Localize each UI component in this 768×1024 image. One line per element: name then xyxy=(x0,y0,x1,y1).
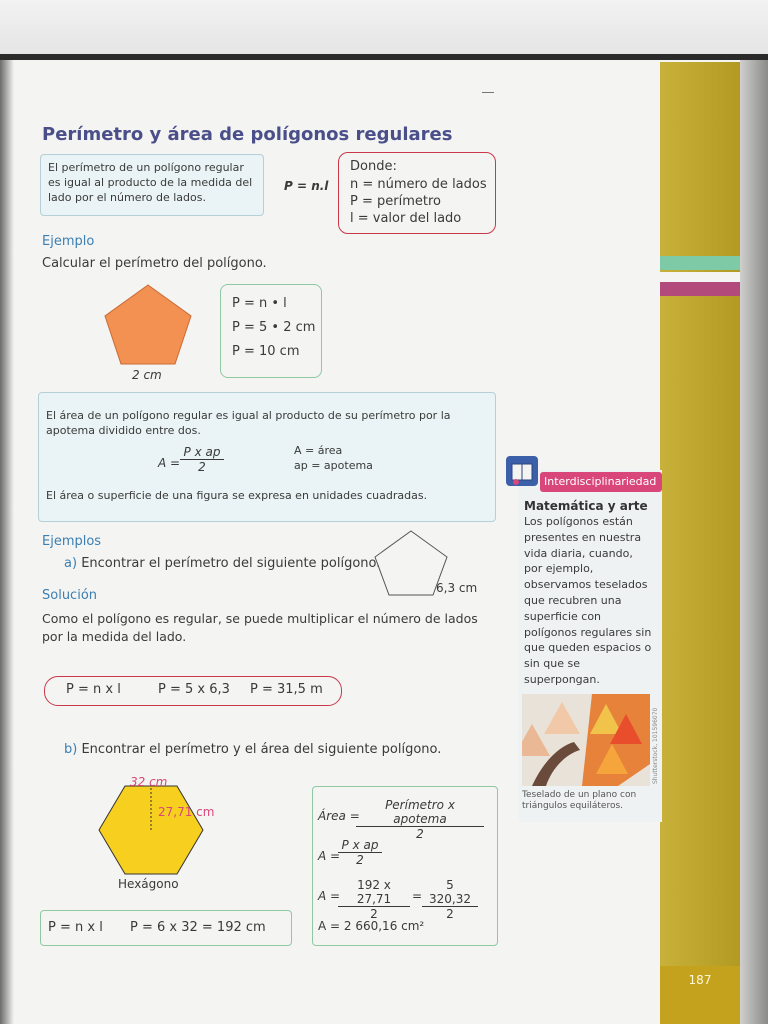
area-b-l2-num: P x ap xyxy=(338,838,382,853)
area-b-l3-den2: 2 xyxy=(446,907,454,921)
hexagon-label: Hexágono xyxy=(118,877,179,891)
step-3: P = 10 cm xyxy=(232,344,300,359)
perimeter-b-2: P = 6 x 32 = 192 cm xyxy=(130,920,266,935)
result-a-3: P = 31,5 m xyxy=(250,682,323,697)
perimeter-definition-text: El perímetro de un polígono regular es igual al producto de la medida del lado por el número de lados. xyxy=(48,161,253,204)
hexagon-side-label: 32 cm xyxy=(130,775,168,789)
example-prompt: Calcular el perímetro del polígono. xyxy=(42,256,267,271)
example-a xyxy=(64,556,380,572)
area-b-result: A = 2 660,16 cm² xyxy=(318,919,425,933)
area-b-l3-den: 2 xyxy=(370,907,378,921)
step-2: P = 5 • 2 cm xyxy=(232,320,316,335)
example-b-text: Encontrar el perímetro y el área del siguiente polígono. xyxy=(81,742,442,757)
area-formula-denominator: 2 xyxy=(198,460,206,474)
photo-caption: Teselado de un plano con triángulos equiláteros. xyxy=(522,790,637,811)
area-legend-a: A = área xyxy=(294,444,343,457)
area-b-l1-num: Perímetro x apotema xyxy=(356,798,484,827)
area-b-l1-lhs: Área = xyxy=(318,809,360,823)
interdisciplinary-badge: Interdisciplinariedad xyxy=(540,472,662,492)
sidebar-text: Los polígonos están presentes en nuestra vida diaria, cuando, por ejemplo, observamos teselados que recubren una superficie con polígonos regulares sin que queden espacios o sin que se superpongan. xyxy=(524,515,652,686)
result-a-1: P = n x l xyxy=(66,682,121,697)
orange-pentagon xyxy=(105,285,191,364)
area-formula-lhs: A = xyxy=(158,456,181,470)
area-legend-ap: ap = apotema xyxy=(294,459,373,472)
orange-pentagon-figure xyxy=(100,282,196,368)
area-b-l3-lhs: A = xyxy=(318,889,341,903)
area-b-l2-lhs: A = xyxy=(318,849,341,863)
book-icon-glyph xyxy=(506,456,538,486)
binding-shadow xyxy=(0,60,14,1024)
area-b-l1-fraction xyxy=(356,798,484,841)
solution-text: Como el polígono es regular, se puede multiplicar el número de lados por la medida del lado. xyxy=(42,611,478,644)
example-a-text: Encontrar el perímetro del siguiente polígono. xyxy=(81,556,381,571)
example-b-letter: b) xyxy=(64,742,78,757)
pentagon-side-6-3: 6,3 cm xyxy=(436,581,478,595)
page-number: 187 xyxy=(660,966,740,1024)
area-units-note: El área o superficie de una figura se expresa en unidades cuadradas. xyxy=(46,489,428,502)
green-stripe xyxy=(660,256,740,270)
dash-mark xyxy=(482,92,494,93)
area-b-l3-equals: = xyxy=(412,889,423,903)
legend-line-p: P = perímetro xyxy=(350,194,441,209)
page-title: Perímetro y área de polígonos regulares xyxy=(42,124,453,145)
sidebar-heading: Matemática y arte xyxy=(524,499,648,513)
magenta-stripe xyxy=(660,282,740,296)
area-formula-numerator: P x ap xyxy=(180,445,224,460)
tessellation-photo xyxy=(522,694,650,786)
legend-title: Donde: xyxy=(350,159,397,174)
top-band xyxy=(0,0,768,58)
hexagon-figure xyxy=(96,784,206,878)
legend-line-l: l = valor del lado xyxy=(350,211,462,226)
area-definition-text: El área de un polígono regular es igual al producto de su perímetro por la apotema dividido entre dos. xyxy=(46,409,451,437)
solution-heading: Solución xyxy=(42,588,98,603)
perimeter-formula: P = n.l xyxy=(284,179,329,193)
area-b-l3-fraction2 xyxy=(422,878,478,921)
gold-margin-strip xyxy=(660,62,740,1024)
example-a-letter: a) xyxy=(64,556,78,571)
pentagon-side-label: 2 cm xyxy=(132,368,162,382)
step-1: P = n • l xyxy=(232,296,287,311)
area-b-l3-fraction xyxy=(338,878,410,921)
book-icon xyxy=(506,456,538,486)
area-b-l3-num2: 5 320,32 xyxy=(422,878,478,907)
hexagon-apothem-label: 27,71 cm xyxy=(158,805,215,819)
perimeter-b-1: P = n x l xyxy=(48,920,103,935)
area-b-l3-num: 192 x 27,71 xyxy=(338,878,410,907)
result-a-2: P = 5 x 6,3 xyxy=(158,682,230,697)
legend-line-n: n = número de lados xyxy=(350,177,487,192)
area-b-l1-den: 2 xyxy=(416,827,424,841)
page-right-shadow xyxy=(740,60,768,1024)
area-b-l2-fraction xyxy=(338,838,382,867)
examples-heading: Ejemplos xyxy=(42,534,102,549)
photo-credit: Shutterstock, 101596070 xyxy=(652,707,659,784)
area-b-l2-den: 2 xyxy=(356,853,364,867)
area-formula-fraction xyxy=(180,445,224,474)
example-b xyxy=(64,742,441,758)
example-heading: Ejemplo xyxy=(42,234,95,249)
